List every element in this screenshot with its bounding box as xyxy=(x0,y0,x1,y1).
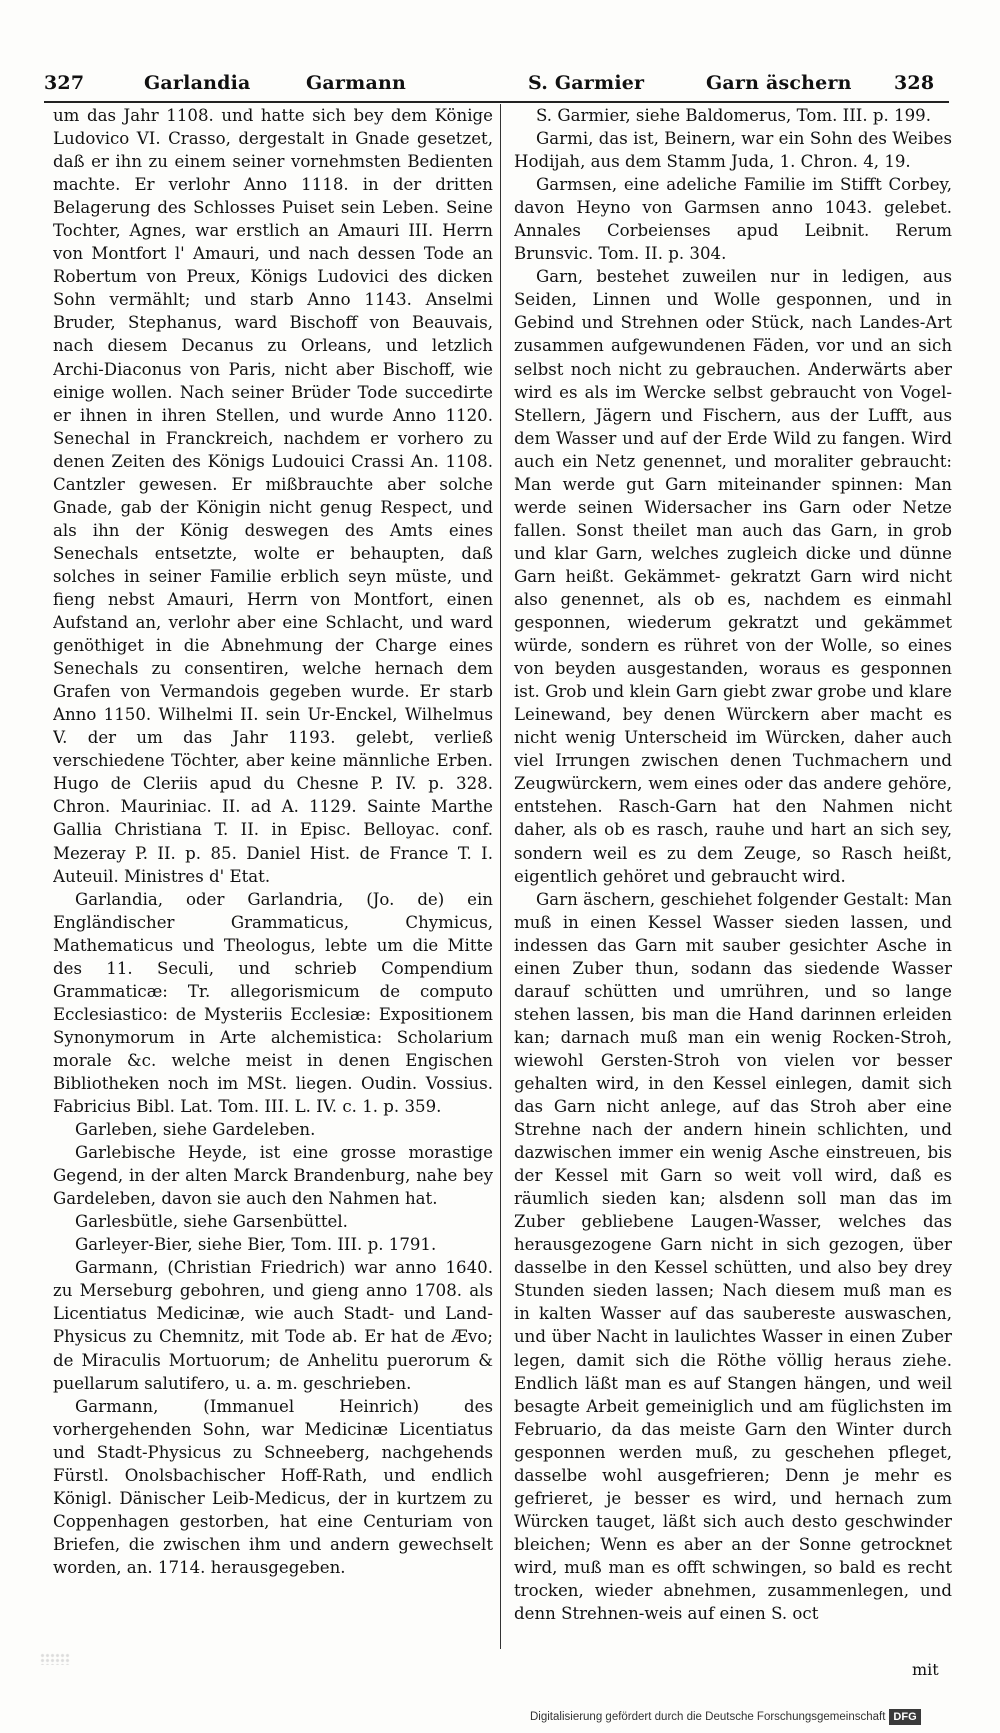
running-header xyxy=(44,66,944,100)
entry-garlandia-jo: Garlandia, oder Garlandria, (Jo. de) ein Engländischer Grammaticus, Chymicus, Mathematicus und Theologus, lebte um die Mitte des 11. Seculi, und schrieb Compendium Grammaticæ: Tr. allegorismicum de computo Ecclesiastico: de Mysteriis Ecclesiæ: Expositionem Synonymorum in Arte alchemistica: Scholarium morale &c. welche meist in denen Engischen Bibliotheken noch im MSt. liegen. Oudin. Vossius. Fabricius Bibl. Lat. Tom. III. L. IV. c. 1. p. 359. xyxy=(53,889,493,1117)
left-keyword-2: Garmann xyxy=(306,72,406,94)
right-keyword-1: S. Garmier xyxy=(528,72,645,94)
entry-garmann-christian: Garmann, (Christian Friedrich) war anno 1640. zu Merseburg gebohren, und gieng anno 1708. als Licentiatus Medicinæ, wie auch Stadt- und Land-Physicus zu Chemnitz, mit Tode ab. Er hat de Ævo; de Miraculis Mortuorum; de Anhelitu puerorum & puellarum salutifero, u. a. m. geschrieben. xyxy=(53,1258,493,1393)
page-stain xyxy=(40,1653,70,1665)
right-keyword-2: Garn äschern xyxy=(706,72,852,94)
entry-garlesbuetle: Garlesbütle, siehe Garsenbüttel. xyxy=(75,1212,348,1232)
right-page-number: 328 xyxy=(894,72,935,94)
entry-garlebische-heyde: Garlebische Heyde, ist eine grosse morastige Gegend, in der alten Marck Brandenburg, nahe bey Gardeleben, davon sie auch den Nahmen hat. xyxy=(53,1143,493,1209)
entry-garmann-immanuel: Garmann, (Immanuel Heinrich) des vorhergehenden Sohn, war Medicinæ Licentiatus und Stadt-Physicus zu Schneeberg, nachgehends Fürstl. Onolsbachischer Hoff-Rath, und endlich Königl. Dänischer Leib-Medicus, der in kurtzem zu Coppenhagen gestorben, hat eine Centuriam von Briefen, die zwischen ihm und andern gewechselt worden, an. 1714. herausgegeben. xyxy=(53,1396,493,1577)
entry-garmsen: Garmsen, eine adeliche Familie im Stifft Corbey, davon Heyno von Garmsen anno 1043. gelebet. Annales Corbeienses apud Leibnit. Rerum Brunsvic. Tom. II. p. 304. xyxy=(514,175,952,264)
entry-garmi: Garmi, das ist, Beinern, war ein Sohn des Weibes Hodijah, aus dem Stamm Juda, 1. Chron. 4, 19. xyxy=(514,129,952,172)
entry-garlandia-continued: um das Jahr 1108. und hatte sich bey dem Könige Ludovico VI. Crasso, dergestalt in Gnade gesetzet, daß er ihn zu einem seiner vornehmsten Bedienten machte. Er verlohr Anno 1118. in der dritten Belagerung des Schlosses Puiset sein Leben. Seine Tochter, Agnes, war erstlich an Amauri III. Herrn von Montfort l' Amauri, und nach dessen Tode an Robertum von Preux, Königs Ludovici des dicken Sohn vermählt; und starb Anno 1143. Anselmi Bruder, Stephanus, ward Bischoff von Beauvais, nach diesem Decanus zu Orleans, und letzlich Archi-Diaconus von Paris, nicht aber Bischoff, wie einige wollen. Nach seiner Brüder Tode succedirte er ihnen in ihren Stellen, und wurde Anno 1120. Senechal in Franckreich, nachdem er vorhero zu denen Zeiten des Königs Ludouici Crassi An. 1108. Cantzler gewesen. Er mißbrauchte aber solche Gnade, gab der Königin nicht genug Respect, und als ihn der König deswegen des Amts eines Senechals entsetzte, wolte er behaupten, daß solches in seiner Familie erblich seyn müste, und fieng nebst Amauri, Herrn von Montfort, einen Aufstand an, verlohr aber eine Schlacht, und ward genöthiget in die Abnehmung der Charge eines Senechals zu consentiren, welche hernach dem Grafen von Vermandois gegeben wurde. Er starb Anno 1150. Wilhelmi II. sein Ur-Enckel, Wilhelmus V. der um das Jahr 1193. gelebt, verließ verschiedene Töchter, aber keine männliche Erben. Hugo de Cleriis apud du Chesne P. IV. p. 328. Chron. Mauriniac. II. ad A. 1129. Sainte Marthe Gallia Christiana T. II. in Episc. Belloyac. conf. Mezeray P. II. p. 85. Daniel Hist. de France T. I. Auteuil. Ministres d' Etat. xyxy=(53,106,493,886)
footer-credit-text: Digitalisierung gefördert durch die Deutsche Forschungsgemeinschaft xyxy=(530,1711,886,1723)
left-keyword-1: Garlandia xyxy=(144,72,251,94)
entry-s-garmier: S. Garmier, siehe Baldomerus, Tom. III. p. 199. xyxy=(536,106,931,125)
catchword: mit xyxy=(912,1660,939,1679)
dfg-logo-icon: DFG xyxy=(889,1709,920,1725)
entry-garn-aeschern: Garn äschern, geschiehet folgender Gestalt: Man muß in einen Kessel Wasser sieden lassen, und indessen das Garn mit sauber gesichter Asche in einen Zuber thun, sodann das siedende Wasser darauf schütten und umrühren, und so lange stehen lassen, bis man die Hand darinnen erleiden kan; darnach muß man ein wenig Rocken-Stroh, wiewohl Gersten-Stroh von vielen vor besser gehalten wird, in den Kessel einlegen, damit sich das Garn nicht anlege, auf das Stroh aber eine Strehne nach der andern hinein schlichten, und dazwischen immer ein wenig Asche einstreuen, bis der Kessel mit Garn so weit voll wird, daß es räumlich sieden kan; alsdenn soll man das im Zuber gebliebene Laugen-Wasser, welches das herausgezogene Garn nicht in sich gezogen, über dasselbe in den Kessel schütten, und also bey drey Stunden sieden lassen; Nach diesem muß man es in kalten Wasser auf das saubereste auswaschen, und über Nacht in laulichtes Wasser in einen Zuber legen, damit sich die Röthe völlig heraus ziehe. Endlich läßt man es auf Stangen hängen, und weil besagte Arbeit gemeiniglich und am füglichsten im Februario, da das meiste Garn den Winter durch gesponnen werden muß, zu geschehen pfleget, dasselbe wohl ausgefrieren; Denn je mehr es gefrieret, je besser es wird, und hernach zum Würcken tauget, läßt sich auch desto geschwinder bleichen; Wenn es aber an der Sonne getrocknet wird, muß man es offt schwingen, so bald es recht trocken, wieder abnehmen, zusammenlegen, und denn Strehnen-weis auf einen S. oct xyxy=(514,889,952,1624)
footer-credit xyxy=(530,1706,960,1728)
header-rule xyxy=(44,101,949,103)
column-divider xyxy=(500,104,501,1649)
left-page-number: 327 xyxy=(44,72,85,94)
entry-garleyer-bier: Garleyer-Bier, siehe Bier, Tom. III. p. 1791. xyxy=(75,1235,437,1255)
right-column xyxy=(514,104,952,1649)
entry-garn: Garn, bestehet zuweilen nur in ledigen, aus Seiden, Linnen und Wolle gesponnen, und in Gebind und Strehnen oder Stück, nach Landes-Art zusammen aufgewundenen Fäden, vor und an sich selbst noch nicht zu gebrauchen. Anderwärts aber wird es als im Wercke selbst gebraucht von Vogel-Stellern, Jägern und Fischern, aus der Lufft, aus dem Wasser und auf der Erde Wild zu fangen. Wird auch ein Netz genennet, und moraliter gebraucht: Man werde gut Garn miteinander spinnen: Man werde seinen Widersacher ins Garn oder Netze fallen. Sonst theilet man auch das Garn, in grob und klar Garn, welches zugleich dicke und dünne Garn heißt. Gekämmet- gekratzt Garn wird nicht also genennet, als ob es, nachdem es einmahl gesponnen, wiederum gekratzt und gekämmet würde, sondern es rühret von der Wolle, so eines von beyden ausgestanden, woraus es gesponnen ist. Grob und klein Garn giebt zwar grobe und klare Leinewand, bey denen Würckern aber macht es nicht wenig Unterscheid im Würcken, daher auch viel Irrungen zwischen denen Tuchmachern und Zeugwürckern, wem eines oder das andere gehöre, entstehen. Rasch-Garn hat den Nahmen nicht daher, als ob es rasch, rauhe und hart an sich sey, sondern weil es zu dem Zeuge, so Rasch heißt, eigentlich gehöret und gebraucht wird. xyxy=(514,267,952,886)
entry-garleben: Garleben, siehe Gardeleben. xyxy=(75,1120,316,1140)
left-column xyxy=(53,104,493,1649)
